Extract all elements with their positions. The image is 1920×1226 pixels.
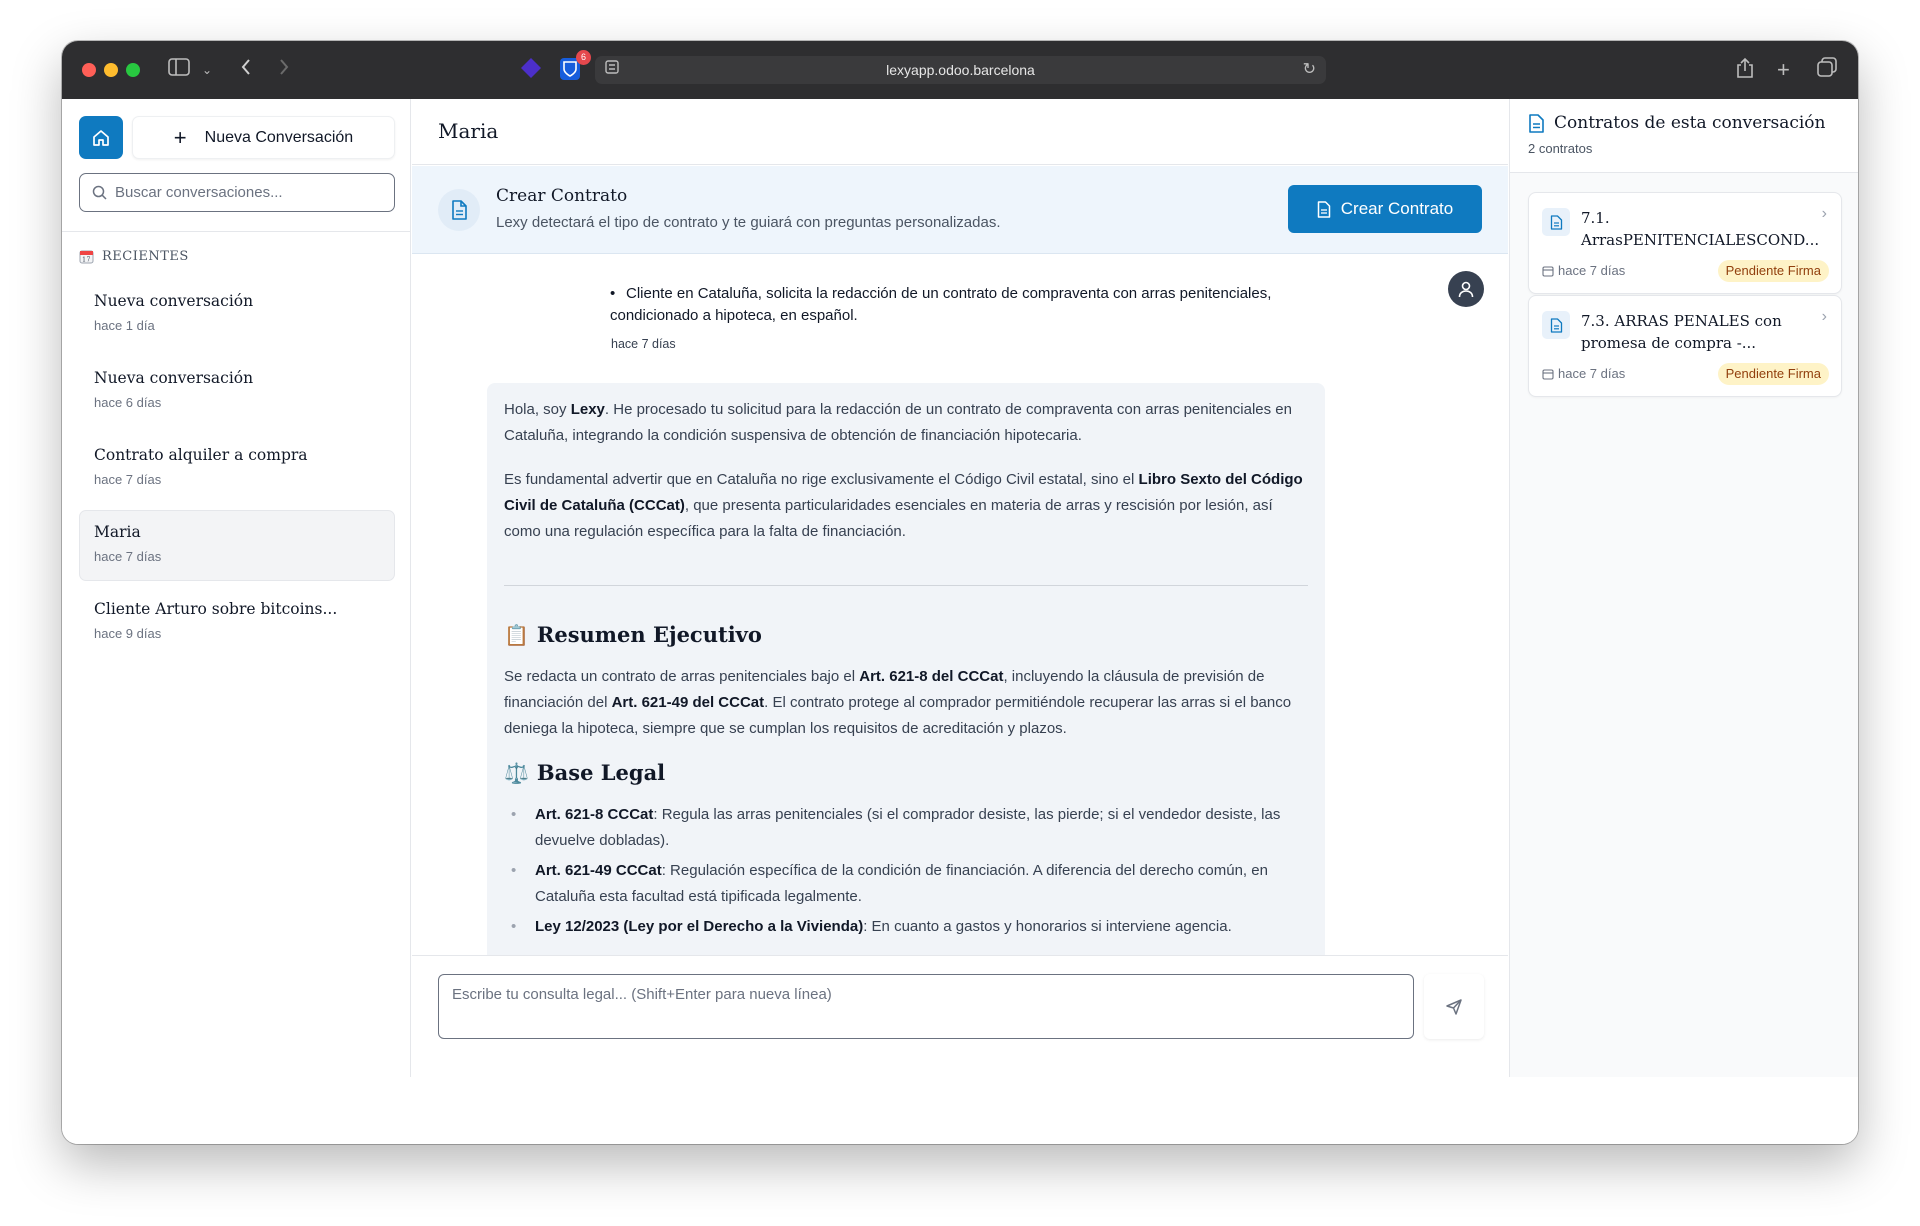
minimize-window-button[interactable] [104,63,118,77]
text-span: : En cuanto a gastos y honorarios si interviene agencia. [863,918,1232,935]
contracts-panel-title [1528,113,1840,133]
legal-basis-list [504,802,1308,940]
left-sidebar [62,99,411,1077]
back-icon[interactable] [240,57,252,83]
bold-text: Ley 12/2023 (Ley por el Derecho a la Vivienda) [535,918,864,935]
composer [412,955,1508,1077]
conversation-time: hace 9 días [94,626,162,641]
text-span: Se redacta un contrato de arras penitenciales bajo el [504,668,860,685]
bold-text: Lexy [570,401,605,418]
url-text: lexyapp.odoo.barcelona [886,62,1035,78]
contract-title: 7.1. ArrasPENITENCIALESCOND... [1581,209,1820,249]
maximize-window-button[interactable] [126,63,140,77]
user-message-bullet: • [610,285,616,302]
bold-text: Libro Sexto del Código Civil de Cataluña (CCCat) [504,471,1303,514]
list-item [504,914,1308,940]
new-tab-icon[interactable]: + [1777,57,1790,82]
contract-time-text: hace 7 días [1558,366,1626,381]
extension-badge: 6 [576,50,591,65]
document-icon [1317,201,1331,218]
clipboard-icon: 📋 [504,623,529,647]
text-span: : Regula las arras penitenciales (si el comprador desiste, las pierde; si el vendedor desiste, las devuelve dobladas). [535,806,1281,849]
contracts-panel-header [1510,99,1858,173]
banner-title: Crear Contrato [496,186,628,206]
contracts-count: 2 contratos [1528,141,1593,156]
section-heading-text: Base Legal [536,760,666,785]
new-conversation-label: Nueva Conversación [204,128,354,146]
conversation-title: Maria [94,523,141,541]
contract-time-text: hace 7 días [1558,263,1626,278]
chevron-right-icon: › [1821,205,1827,222]
user-message-text: Cliente en Cataluña, solicita la redacción de un contrato de compraventa con arras penitenciales, condicionado a hipoteca, en español. [610,285,1272,324]
calendar-icon [1542,368,1554,380]
text-span: Hola, soy [504,401,571,418]
conversation-time: hace 1 día [94,318,155,333]
tab-overview-icon[interactable] [1817,57,1837,84]
bold-text: Art. 621-8 CCCat [535,806,654,823]
document-icon [438,189,480,231]
conversation-list [79,279,395,664]
contracts-panel [1509,99,1858,1077]
message-list [412,255,1508,955]
assistant-message [487,383,1325,955]
share-icon[interactable] [1736,57,1754,86]
close-window-button[interactable] [82,63,96,77]
assistant-paragraph [504,397,1308,449]
text-span: : Regulación específica de la condición de financiación. A diferencia del derecho común, en Cataluña esta facultad está tipificada legalmente. [535,862,1268,905]
section-heading-text: Resumen Ejecutivo [536,622,762,647]
bold-text: Art. 621-49 CCCat [535,862,662,879]
conversation-time: hace 7 días [94,472,162,487]
conversation-item[interactable] [79,433,395,504]
home-icon [91,128,111,148]
plus-icon: + [173,124,187,150]
conversation-time: hace 6 días [94,395,162,410]
document-icon [1542,208,1570,236]
create-contract-button[interactable] [1288,185,1482,233]
document-icon [1528,114,1544,133]
assistant-paragraph [504,467,1308,545]
message-input[interactable] [438,974,1414,1039]
user-message-time: hace 7 días [611,337,676,351]
conversation-item-active[interactable] [79,510,395,581]
banner-subtitle: Lexy detectará el tipo de contrato y te guiará con preguntas personalizadas. [496,214,1001,231]
conversation-time: hace 7 días [94,549,162,564]
sidebar-divider [62,231,411,232]
status-badge: Pendiente Firma [1718,363,1829,385]
create-contract-banner [412,166,1508,254]
conversation-title: Nueva conversación [94,292,254,310]
contract-card[interactable] [1528,192,1842,294]
conversation-title: Cliente Arturo sobre bitcoins... [94,600,338,618]
text-span: , incluyendo la cláusula de previsión de financiación del [504,668,1265,711]
page-settings-icon[interactable] [605,60,619,77]
text-span: . El contrato protege al comprador permitiéndole recuperar las arras si el banco deniega la hipoteca, siempre que se cumplan los requisitos de acreditación y plazos. [504,694,1292,737]
user-icon [1457,280,1475,298]
list-item [504,802,1308,854]
search-input[interactable] [115,184,375,201]
recent-header [79,249,189,264]
text-span: . He procesado tu solicitud para la redacción de un contrato de compraventa con arras penitenciales en Cataluña, integrando la condición suspensiva de obtención de financiación hipotecaria. [504,401,1292,444]
conversation-title: Nueva conversación [94,369,254,387]
home-button[interactable] [79,116,123,159]
new-conversation-button[interactable] [132,116,395,159]
conversation-item[interactable] [79,587,395,658]
calendar-icon [1542,265,1554,277]
text-span: Es fundamental advertir que en Cataluña no rige exclusivamente el Código Civil estatal, sino el [504,471,1139,488]
list-item [504,858,1308,910]
recent-header-label: RECIENTES [102,249,189,264]
user-avatar [1448,271,1484,307]
conversation-item[interactable] [79,279,395,350]
chat-main [412,99,1508,1077]
search-icon [92,185,107,200]
user-message [610,283,1340,327]
bold-text: Art. 621-8 del CCCat [859,668,1004,685]
contract-time [1542,366,1625,381]
text-span: , que presenta particularidades esenciales en materia de arras y rescisión por lesión, así como una regulación específica para la falta de financiación. [504,497,1273,540]
forward-icon[interactable] [278,57,290,83]
browser-window [62,41,1858,1144]
conversation-item[interactable] [79,356,395,427]
assistant-paragraph [504,664,1308,742]
extension-icon[interactable] [520,57,542,79]
app-content [62,99,1858,1144]
status-badge: Pendiente Firma [1718,260,1829,282]
address-bar[interactable] [595,56,1326,84]
send-icon [1445,998,1463,1016]
browser-toolbar [62,41,1858,99]
contract-time [1542,263,1625,278]
sidebar-toggle-icon[interactable] [168,57,190,83]
bold-text: Art. 621-49 del CCCat [611,694,765,711]
contracts-panel-title-text: Contratos de esta conversación [1554,113,1826,133]
conversation-title: Contrato alquiler a compra [94,446,308,464]
reload-icon[interactable]: ↻ [1302,61,1316,78]
search-conversations[interactable] [79,173,395,212]
chevron-right-icon: › [1821,308,1827,325]
create-contract-label: Crear Contrato [1340,199,1454,218]
section-heading [504,760,1308,786]
contract-card[interactable] [1528,295,1842,397]
svg-text:17: 17 [82,256,91,264]
divider [504,585,1308,586]
chevron-down-icon[interactable]: ⌄ [202,63,213,77]
send-button[interactable] [1424,974,1484,1039]
scales-icon: ⚖️ [504,761,529,785]
calendar-icon [79,249,94,264]
document-icon [1542,311,1570,339]
section-heading [504,622,1308,648]
conversation-title-header: Maria [412,99,1508,165]
contract-title: 7.3. ARRAS PENALES con promesa de compra -... [1581,312,1782,352]
